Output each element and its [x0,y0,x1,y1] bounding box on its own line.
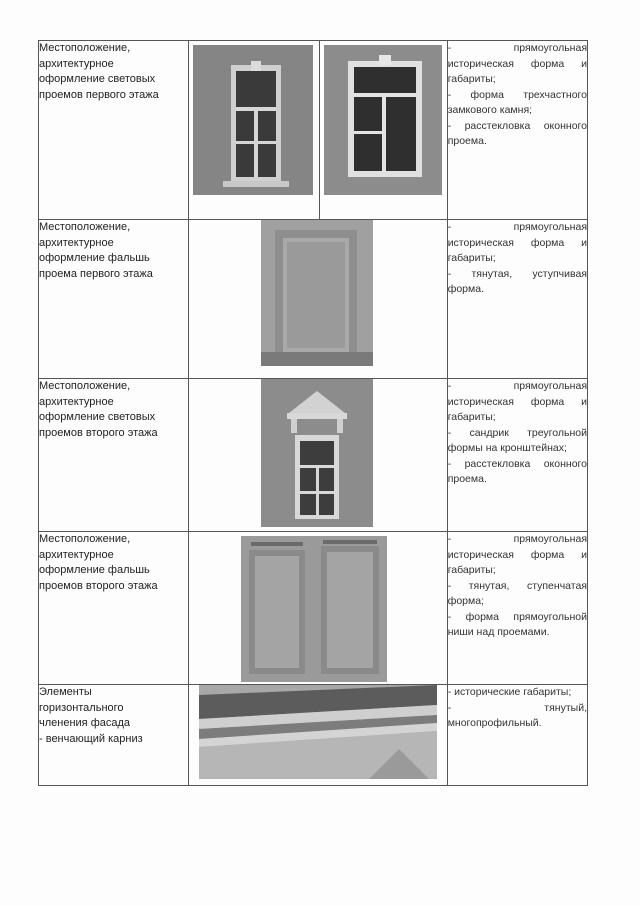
label-line: Местоположение, [39,221,131,233]
label-line: горизонтального [39,701,124,714]
row-description [447,379,587,532]
row-description [447,685,587,786]
table-row [39,220,588,379]
label-line: Местоположение, [39,533,131,545]
table-row [39,685,588,786]
desc-item: - расстекловка оконного проема. [447,457,587,485]
desc-item: - прямоугольная историческая форма и габариты; [447,42,587,85]
desc-item: - прямоугольная историческая форма и габариты; [447,533,587,576]
label-line: архитектурное [39,548,114,561]
label-line: оформление фальшь [39,252,150,264]
label-line: оформление световых [39,73,156,85]
photo-cell [189,685,447,786]
label-line: - венчающий карниз [39,732,143,745]
label-line: проема первого этажа [39,267,153,280]
row-label [39,685,189,786]
row-label [39,41,189,220]
facade-elements-table [38,40,588,786]
label-line: оформление фальшь [39,564,150,576]
desc-item: - форма трехчастного замкового камня; [447,88,587,116]
label-line: проемов второго этажа [39,426,158,439]
table-row [39,41,588,220]
desc-item: - форма прямоугольной ниши над проемами. [447,610,587,638]
desc-item: - сандрик треугольной формы на кронштейнах; [447,426,587,454]
photo-cell [189,532,447,685]
window-photo-2 [324,45,442,195]
row-label [39,379,189,532]
label-line: проемов первого этажа [39,88,159,101]
false-window-photo-1 [261,220,373,366]
photo-cell-right [319,41,447,220]
photo-cell-left [189,41,319,220]
desc-item: - тянутая, уступчивая форма. [447,267,587,295]
label-line: членения фасада [39,717,131,729]
table-row [39,379,588,532]
desc-item: - тянутая, ступенчатая форма; [447,579,587,607]
desc-item: - тянутый, многопрофильный. [447,701,587,729]
row-description [447,41,587,220]
window-photo-1 [193,45,313,195]
label-line: Элементы [39,686,92,698]
row-label [39,220,189,379]
row-label [39,532,189,685]
label-line: архитектурное [39,57,114,70]
desc-item: - прямоугольная историческая форма и габариты; [447,221,587,264]
photo-cell [189,220,447,379]
false-window-photo-2 [241,536,387,682]
label-line: оформление световых [39,411,156,423]
desc-item: - расстекловка оконного проема. [447,119,587,147]
photo-cell [189,379,447,532]
row-description [447,532,587,685]
cornice-photo [199,685,437,779]
label-line: архитектурное [39,395,114,408]
row-description [447,220,587,379]
label-line: Местоположение, [39,42,131,54]
desc-item: - исторические габариты; [447,686,572,698]
table-row [39,532,588,685]
label-line: проемов второго этажа [39,579,158,592]
label-line: архитектурное [39,236,114,249]
label-line: Местоположение, [39,380,131,392]
desc-item: - прямоугольная историческая форма и габариты; [447,380,587,423]
window-photo-3 [261,379,373,527]
